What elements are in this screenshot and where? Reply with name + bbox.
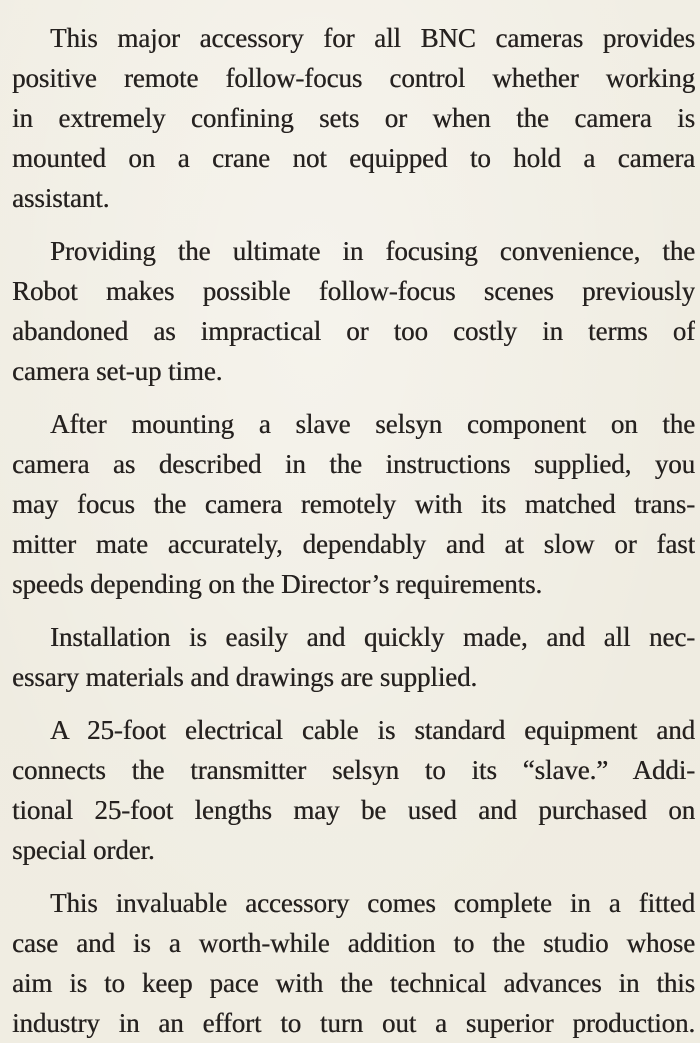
paragraph (12, 617, 695, 697)
text-line: Providing the ultimate in focusing convenience, the (50, 236, 695, 266)
text-line: connects the transmitter selsyn to its “slave.” Addi- (12, 755, 695, 785)
text-line: mitter mate accurately, dependably and at slow or fast (12, 529, 695, 559)
text-line: positive remote follow-focus control whether working (12, 63, 695, 93)
text-line: aim is to keep pace with the technical advances in this (12, 968, 695, 998)
text-line: A 25-foot electrical cable is standard equipment and (50, 715, 695, 745)
text-line: assistant. (12, 183, 110, 213)
paragraph (12, 18, 695, 218)
text-line: Robot makes possible follow-focus scenes previously (12, 276, 695, 306)
text-line: case and is a worth-while addition to the studio whose (12, 928, 695, 958)
text-line: speeds depending on the Director’s requirements. (12, 569, 543, 599)
text-line: After mounting a slave selsyn component on the (50, 409, 695, 439)
text-line: camera set-up time. (12, 356, 223, 386)
text-line: tional 25-foot lengths may be used and purchased on (12, 795, 695, 825)
paragraph (12, 883, 695, 1043)
text-line: in extremely confining sets or when the camera is (12, 103, 695, 133)
paragraph (12, 231, 695, 391)
text-line: special order. (12, 835, 155, 865)
paragraph (12, 710, 695, 870)
text-line: This invaluable accessory comes complete in a fitted (50, 888, 695, 918)
text-line: Installation is easily and quickly made, and all nec- (50, 622, 695, 652)
text-line: camera as described in the instructions supplied, you (12, 449, 695, 479)
text-line: may focus the camera remotely with its matched trans- (12, 489, 695, 519)
text-line: essary materials and drawings are supplied. (12, 662, 478, 692)
text-line: abandoned as impractical or too costly in terms of (12, 316, 695, 346)
text-line: mounted on a crane not equipped to hold a camera (12, 143, 695, 173)
body-text (12, 18, 695, 1043)
paragraph (12, 404, 695, 604)
text-line: This major accessory for all BNC cameras provides (50, 23, 695, 53)
text-line: industry in an effort to turn out a superior production. (12, 1008, 695, 1038)
